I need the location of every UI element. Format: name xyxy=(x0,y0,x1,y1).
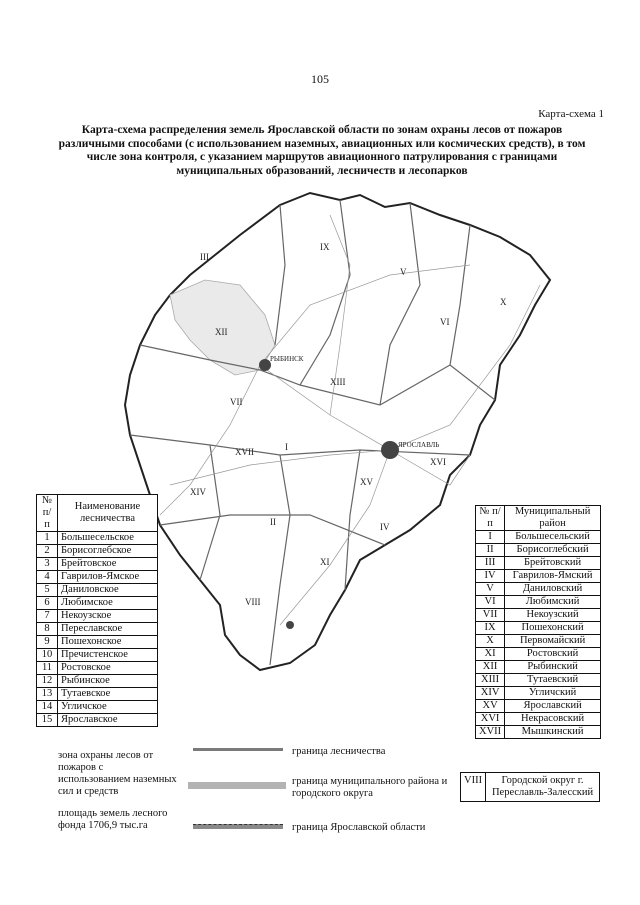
label-XIV: XIV xyxy=(190,487,206,497)
row-name: Борисоглебское xyxy=(58,545,158,558)
col-name-header: Наименование лесничества xyxy=(58,495,158,532)
row-name: Даниловское xyxy=(58,584,158,597)
row-name: Угличский xyxy=(505,687,601,700)
table-row xyxy=(476,674,601,687)
table-row xyxy=(37,675,158,688)
row-name: Тутаевское xyxy=(58,688,158,701)
table-row xyxy=(37,545,158,558)
table-row xyxy=(476,687,601,700)
label-IV: IV xyxy=(380,522,390,532)
row-num: 4 xyxy=(37,571,58,584)
row-name: Некрасовский xyxy=(505,713,601,726)
row-name: Первомайский xyxy=(505,635,601,648)
table-row xyxy=(37,597,158,610)
table-row xyxy=(37,571,158,584)
row-num: VIII xyxy=(461,773,486,802)
row-num: I xyxy=(476,531,505,544)
row-name: Тутаевский xyxy=(505,674,601,687)
row-name: Рыбинский xyxy=(505,661,601,674)
row-name: Городской округ г. Переславль-Залесский xyxy=(486,773,600,802)
table-row xyxy=(476,648,601,661)
table-row xyxy=(476,557,601,570)
col-name-header: Муниципальный район xyxy=(505,506,601,531)
label-II: II xyxy=(270,517,276,527)
label-V: V xyxy=(400,267,407,277)
row-name: Ярославское xyxy=(58,714,158,727)
table-row xyxy=(476,570,601,583)
row-name: Ростовское xyxy=(58,662,158,675)
row-name: Гаврилов-Ямское xyxy=(58,571,158,584)
table-row xyxy=(37,532,158,545)
row-name: Переславское xyxy=(58,623,158,636)
table-row xyxy=(37,610,158,623)
yaroslavl-marker xyxy=(381,441,399,459)
table-row xyxy=(476,596,601,609)
label-VI: VI xyxy=(440,317,450,327)
row-num: 7 xyxy=(37,610,58,623)
page-number: 105 xyxy=(311,72,329,86)
row-name: Некоузский xyxy=(505,609,601,622)
row-num: XVII xyxy=(476,726,505,739)
city-district-table xyxy=(460,772,600,802)
row-num: IX xyxy=(476,622,505,635)
label-X: X xyxy=(500,297,507,307)
row-num: IV xyxy=(476,570,505,583)
row-name: Брейтовское xyxy=(58,558,158,571)
row-num: 15 xyxy=(37,714,58,727)
legend-municipal-border: граница муниципального района и городского округа xyxy=(292,776,448,799)
label-XI: XI xyxy=(320,557,330,567)
row-num: V xyxy=(476,583,505,596)
row-name: Угличское xyxy=(58,701,158,714)
district-table xyxy=(475,505,601,739)
table-row xyxy=(37,714,158,727)
row-num: 6 xyxy=(37,597,58,610)
col-num-header: № п/п xyxy=(37,495,58,532)
row-num: XIII xyxy=(476,674,505,687)
table-row xyxy=(476,609,601,622)
legend-area-text: площадь земель лесного фонда 1706,9 тыс.га xyxy=(58,808,168,831)
row-name: Большесельский xyxy=(505,531,601,544)
table-row xyxy=(476,713,601,726)
row-num: 11 xyxy=(37,662,58,675)
row-name: Брейтовский xyxy=(505,557,601,570)
table-row xyxy=(476,726,601,739)
label-XII: XII xyxy=(215,327,228,337)
row-num: 14 xyxy=(37,701,58,714)
row-num: III xyxy=(476,557,505,570)
region-border-swatch xyxy=(193,824,283,829)
row-num: VII xyxy=(476,609,505,622)
row-name: Ростовский xyxy=(505,648,601,661)
label-VIII: VIII xyxy=(245,597,261,607)
row-num: 8 xyxy=(37,623,58,636)
table-row xyxy=(37,636,158,649)
row-num: VI xyxy=(476,596,505,609)
row-name: Пошехонское xyxy=(58,636,158,649)
row-num: 9 xyxy=(37,636,58,649)
row-num: XV xyxy=(476,700,505,713)
legend-zone-text: зона охраны лесов от пожаров с использованием наземных сил и средств xyxy=(58,750,177,797)
table-row xyxy=(37,623,158,636)
row-num: XII xyxy=(476,661,505,674)
row-name: Любимское xyxy=(58,597,158,610)
row-name: Пречистенское xyxy=(58,649,158,662)
table-row xyxy=(476,661,601,674)
label-VII: VII xyxy=(230,397,243,407)
forestry-table xyxy=(36,494,158,727)
row-num: XIV xyxy=(476,687,505,700)
table-row xyxy=(476,700,601,713)
row-name: Борисоглебский xyxy=(505,544,601,557)
municipal-boundaries xyxy=(130,200,495,665)
map-scheme-label: Карта-схема 1 xyxy=(538,108,604,120)
table-row xyxy=(476,635,601,648)
label-XVII: XVII xyxy=(235,447,254,457)
table-row xyxy=(37,649,158,662)
row-num: X xyxy=(476,635,505,648)
table-row xyxy=(37,662,158,675)
row-name: Пошехонский xyxy=(505,622,601,635)
row-num: 2 xyxy=(37,545,58,558)
row-num: XVI xyxy=(476,713,505,726)
table-row xyxy=(476,583,601,596)
label-IX: IX xyxy=(320,242,330,252)
table-row xyxy=(476,544,601,557)
forestry-border-swatch xyxy=(193,748,283,751)
row-num: 3 xyxy=(37,558,58,571)
row-name: Некоузское xyxy=(58,610,158,623)
map-title: Карта-схема распределения земель Ярославской области по зонам охраны лесов от пожаров различными способами (с использованием наземных, авиационных или космических средств), в том числе зона контроля, с указанием маршрутов авиационного патрулирования с границами муниципальных образований, лесничеств и лесопарков xyxy=(58,124,586,177)
row-num: 5 xyxy=(37,584,58,597)
row-num: II xyxy=(476,544,505,557)
pereslavl-marker xyxy=(286,621,294,629)
table-row xyxy=(37,558,158,571)
row-name: Даниловский xyxy=(505,583,601,596)
table-row xyxy=(37,688,158,701)
col-num-header: № п/п xyxy=(476,506,505,531)
label-XV: XV xyxy=(360,477,373,487)
label-III: III xyxy=(200,252,209,262)
row-name: Большесельское xyxy=(58,532,158,545)
label-rybinsk: РЫБИНСК xyxy=(270,355,304,363)
legend-forestry-border: граница лесничества xyxy=(292,746,386,757)
label-XVI: XVI xyxy=(430,457,446,467)
municipal-border-swatch xyxy=(188,782,286,789)
label-I: I xyxy=(285,442,288,452)
row-num: 12 xyxy=(37,675,58,688)
row-num: XI xyxy=(476,648,505,661)
row-name: Рыбинское xyxy=(58,675,158,688)
row-name: Гаврилов-Ямский xyxy=(505,570,601,583)
row-num: 13 xyxy=(37,688,58,701)
row-name: Ярославский xyxy=(505,700,601,713)
table-row xyxy=(476,622,601,635)
table-row xyxy=(37,701,158,714)
table-row xyxy=(37,584,158,597)
label-yaroslavl: ЯРОСЛАВЛЬ xyxy=(398,441,440,449)
row-name: Любимский xyxy=(505,596,601,609)
row-num: 1 xyxy=(37,532,58,545)
row-num: 10 xyxy=(37,649,58,662)
label-XIII: XIII xyxy=(330,377,346,387)
row-name: Мышкинский xyxy=(505,726,601,739)
table-row xyxy=(476,531,601,544)
legend-region-border: граница Ярославской области xyxy=(292,822,426,833)
